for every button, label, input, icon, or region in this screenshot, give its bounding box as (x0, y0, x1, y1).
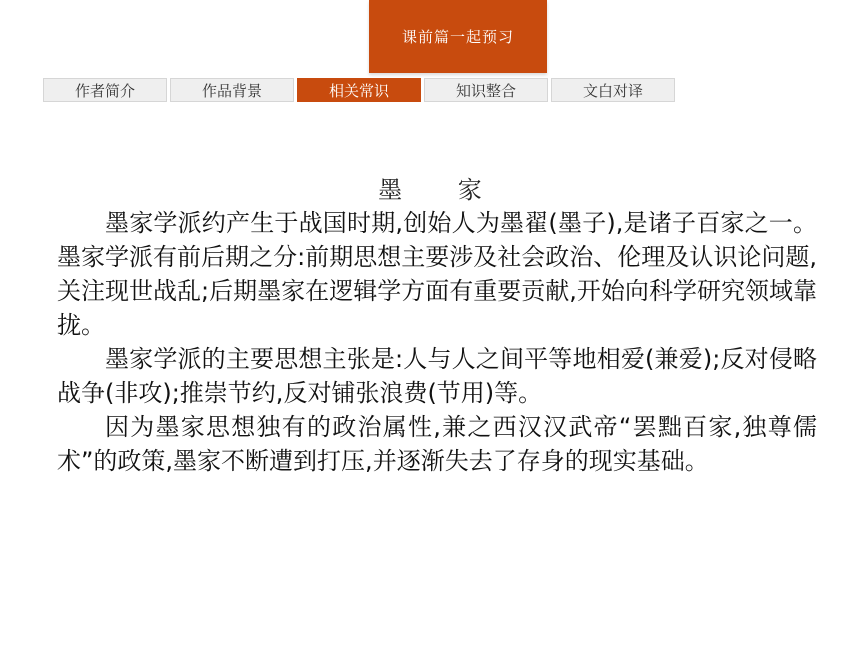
document-title: 墨 家 (378, 176, 482, 204)
paragraph-2: 墨家学派的主要思想主张是:人与人之间平等地相爱(兼爱);反对侵略战争(非攻);推崇节约,反对铺张浪费(节用)等。 (57, 345, 817, 407)
tab-translation[interactable]: 文白对译 (551, 78, 675, 102)
tab-knowledge-integration[interactable]: 知识整合 (424, 78, 548, 102)
tab-bar (43, 78, 675, 102)
tab-related-knowledge[interactable]: 相关常识 (297, 78, 421, 102)
section-header-badge: 课前篇一起预习 (369, 0, 547, 73)
document-body (57, 206, 817, 478)
paragraph-3: 因为墨家思想独有的政治属性,兼之西汉汉武帝“罢黜百家,独尊儒术”的政策,墨家不断遭到打压,并逐渐失去了存身的现实基础。 (57, 413, 817, 475)
tab-work-background[interactable]: 作品背景 (170, 78, 294, 102)
tab-author-intro[interactable]: 作者简介 (43, 78, 167, 102)
paragraph-1: 墨家学派约产生于战国时期,创始人为墨翟(墨子),是诸子百家之一。墨家学派有前后期之分:前期思想主要涉及社会政治、伦理及认识论问题,关注现世战乱;后期墨家在逻辑学方面有重要贡献,开始向科学研究领域靠拢。 (57, 209, 817, 339)
